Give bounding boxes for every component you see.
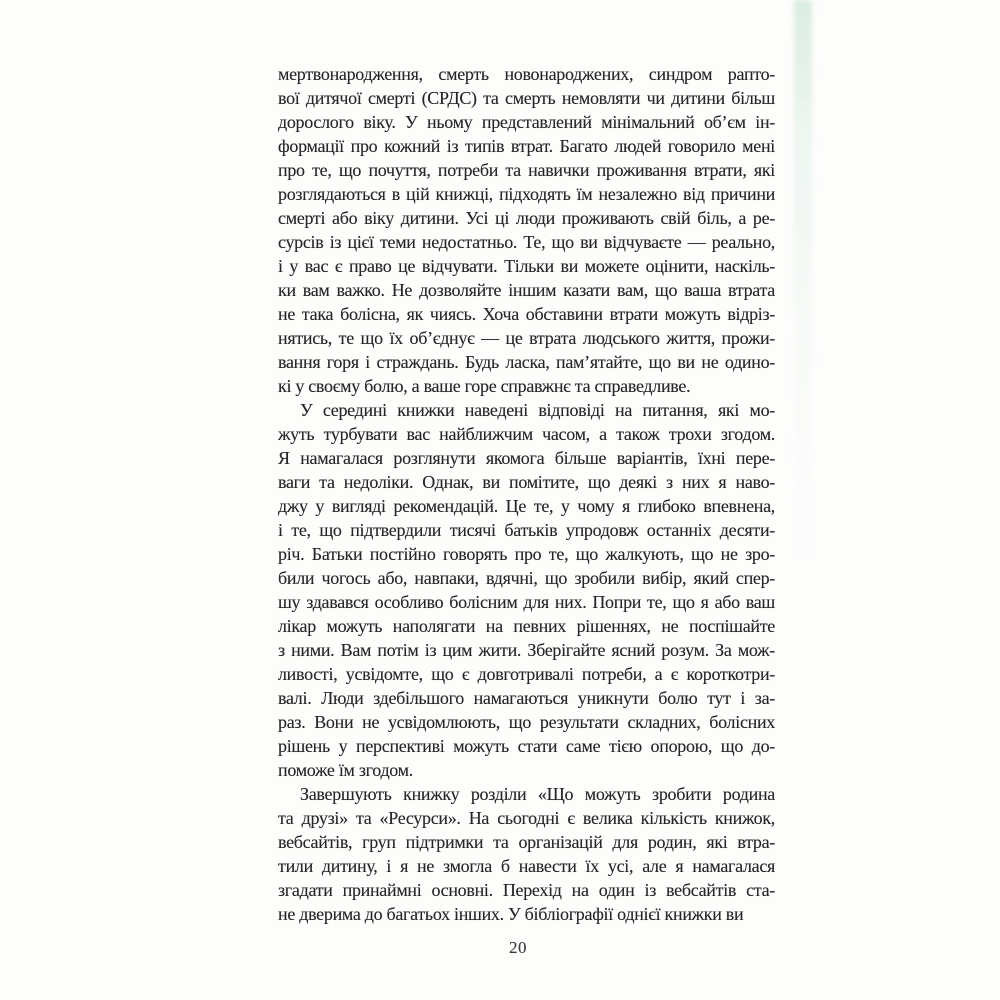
text-line: джу у вигляді рекомендацій. Це те, у чому я глибоко впевнена,: [278, 496, 775, 516]
text-line: не така болісна, як чиясь. Хоча обставини втрати можуть відріз-: [278, 304, 775, 324]
text-line: кі у своєму болю, а ваше горе справжнє та справедливе.: [278, 376, 691, 396]
text-line: ваги та недоліки. Однак, ви помітите, що деякі з них я наво-: [278, 472, 775, 492]
text-line: і у вас є право це відчувати. Тільки ви можете оцінити, наскіль-: [278, 256, 775, 276]
text-line: вебсайтів, груп підтримки та організацій для родин, які втра-: [278, 832, 775, 852]
text-line: У середині книжки наведені відповіді на питання, які мо-: [300, 400, 775, 420]
text-line: ливості, усвідомте, що є довготривалі потреби, а є короткотри-: [278, 664, 775, 684]
page-number: 20: [509, 938, 527, 957]
text-line: дорослого віку. У ньому представлений мінімальний об’єм ін-: [278, 112, 775, 132]
text-line: згадати принаймні основні. Перехід на один із вебсайтів ста-: [278, 880, 775, 900]
text-line: і те, що підтвердили тисячі батьків упродовж останніх десяти-: [278, 520, 775, 540]
text-line: валі. Люди здебільшого намагаються уникнути болю тут і за-: [278, 688, 775, 708]
text-line: смерті або віку дитини. Усі ці люди проживають свій біль, а ре-: [278, 208, 775, 228]
paragraph: [278, 782, 775, 926]
text-line: Завершують книжку розділи «Що можуть зробити родина: [300, 784, 775, 804]
text-line: шу здавався особливо болісним для них. Попри те, що я або ваш: [278, 592, 775, 612]
text-line: вання горя і страждань. Будь ласка, пам’ятайте, що ви не одино-: [278, 352, 775, 372]
text-line: мертвонародження, смерть новонароджених, синдром рапто-: [278, 64, 775, 84]
text-line: вої дитячої смерті (СРДС) та смерть немовляти чи дитини більш: [278, 88, 775, 108]
text-line: тили дитину, і я не змогла б навести їх усі, але я намагалася: [278, 856, 775, 876]
text-line: та друзі» та «Ресурси». На сьогодні є велика кількість книжок,: [278, 808, 775, 828]
text-line: річ. Батьки постійно говорять про те, що жалкують, що не зро-: [278, 544, 775, 564]
paragraph: [278, 398, 775, 782]
text-line: сурсів із цієї теми недостатньо. Те, що ви відчуваєте — реально,: [278, 232, 775, 252]
paragraph: [278, 62, 775, 398]
text-line: лікар можуть наполягати на певних рішеннях, не поспішайте: [278, 616, 775, 636]
text-line: розглядаються в цій книжці, підходять їм незалежно від причини: [278, 184, 775, 204]
scan-artifact-streak: [794, 0, 812, 560]
text-line: поможе їм згодом.: [278, 760, 413, 780]
text-line: формації про кожний із типів втрат. Багато людей говорило мені: [278, 136, 775, 156]
text-line: з ними. Вам потім із цим жити. Зберігайте ясний розум. За мож-: [278, 640, 775, 660]
text-line: жуть турбувати вас найближчим часом, а також трохи згодом.: [278, 424, 775, 444]
text-line: рішень у перспективі можуть стати саме тією опорою, що до-: [278, 736, 775, 756]
text-line: про те, що почуття, потреби та навички проживання втрати, які: [278, 160, 775, 180]
text-line: ки вам важко. Не дозволяйте іншим казати вам, що ваша втрата: [278, 280, 775, 300]
text-line: Я намагалася розглянути якомога більше варіантів, їхні пере-: [278, 448, 775, 468]
page-text: [278, 62, 775, 926]
text-line: не дверима до багатьох інших. У бібліографії однієї книжки ви: [278, 904, 744, 924]
text-line: раз. Вони не усвідомлюють, що результати складних, болісних: [278, 712, 775, 732]
text-line: били чогось або, навпаки, вдячні, що зробили вибір, який спер-: [278, 568, 775, 588]
text-line: нятись, те що їх об’єднує — це втрата людського життя, прожи-: [278, 328, 775, 348]
